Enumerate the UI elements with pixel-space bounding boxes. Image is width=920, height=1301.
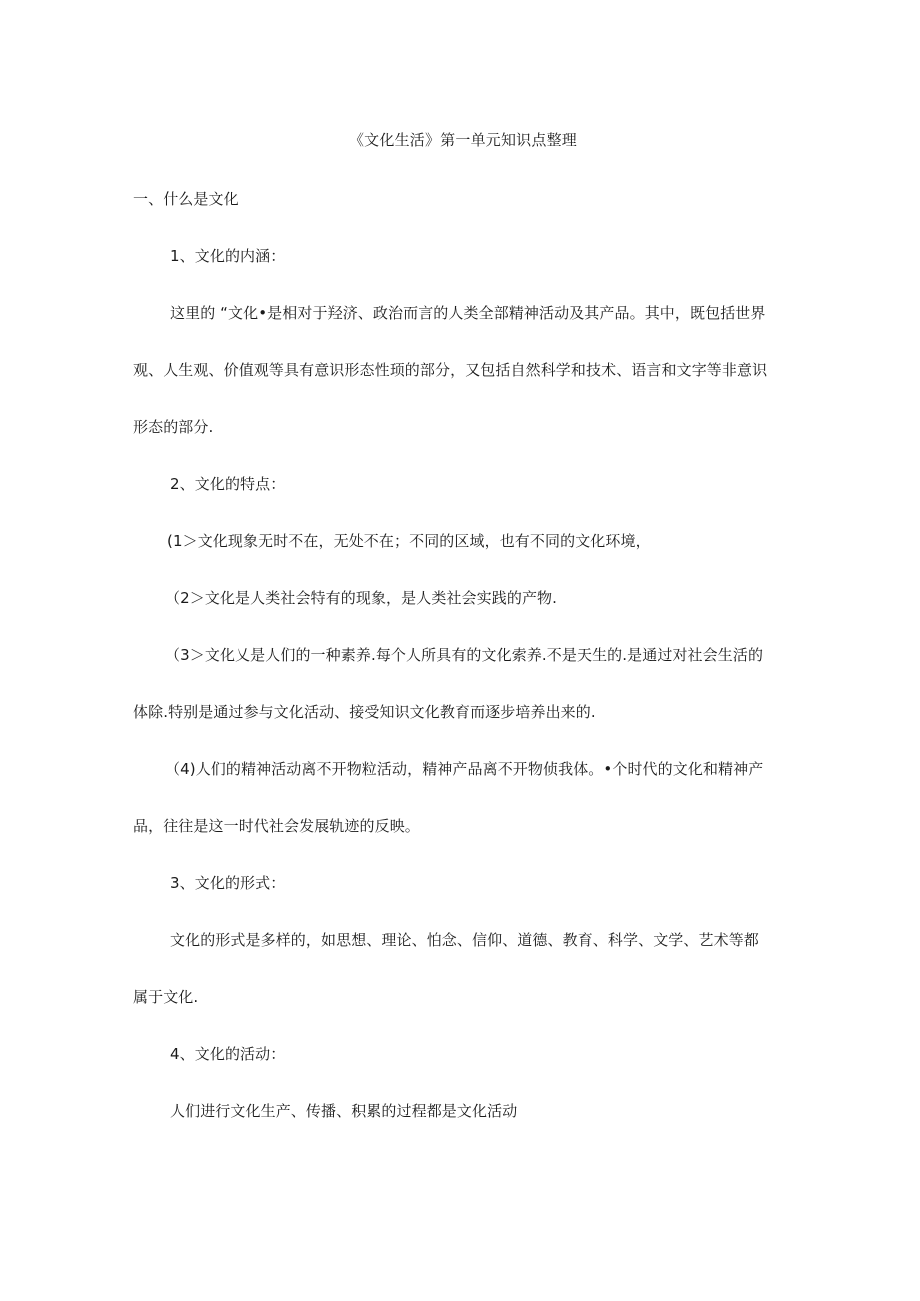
paragraph-connotation-line-2: 观、人生观、价值观等具有意识形态性顼的部分，又包括自然科学和技术、语言和文字等非意识 [133,361,768,379]
list-item-feature-1: (1＞文化现象无时不在，无处不在；不同的区域，也有不同的文化环境， [167,532,651,550]
list-item-feature-2: （2＞文化是人类社会特有的现象，是人类社会实践的产物. [165,589,558,607]
paragraph-connotation-line-1: 这里的 “文化•是相对于羟济、政治而言的人类全部精神活动及其产品。其中，既包括世界 [170,304,766,322]
list-item-feature-4-line-2: 品，往往是这一时代社会发展轨迹的反映。 [133,817,420,835]
page-title: 《文化生活》第一单元知识点整理 [348,131,577,149]
paragraph-connotation-line-3: 形态的部分. [133,418,214,436]
list-item-feature-4-line-1: （4)人们的精神活动离不开物粒活动，精神产品离不开物侦我体。•个时代的文化和精神产 [165,760,764,778]
heading-culture-connotation: 1、文化的内涵： [170,247,286,265]
heading-culture-forms: 3、文化的形式： [170,874,286,892]
list-item-feature-3-line-1: （3＞文化乂是人们的一种素养.每个人所具有的文化索养.不是天生的.是通过对社会生活的 [165,646,764,664]
heading-culture-activities: 4、文化的活动： [170,1045,286,1063]
paragraph-forms-line-2: 属于文化. [133,988,199,1006]
document-text-column [133,0,793,1119]
heading-culture-features: 2、文化的特点： [170,475,286,493]
list-item-feature-3-line-2: 体除.特别是通过参与文化活动、接受知识文化教育而逐步培养出来的. [133,703,596,721]
paragraph-forms-line-1: 文化的形式是多样的，如思想、理论、怕念、信仰、道德、教育、科学、文学、艺术等都 [170,931,759,949]
paragraph-activities-line-1: 人们进行文化生产、传播、积累的过程都是文化活动 [170,1102,518,1120]
section-heading-one: 一、什么是文化 [133,190,239,208]
